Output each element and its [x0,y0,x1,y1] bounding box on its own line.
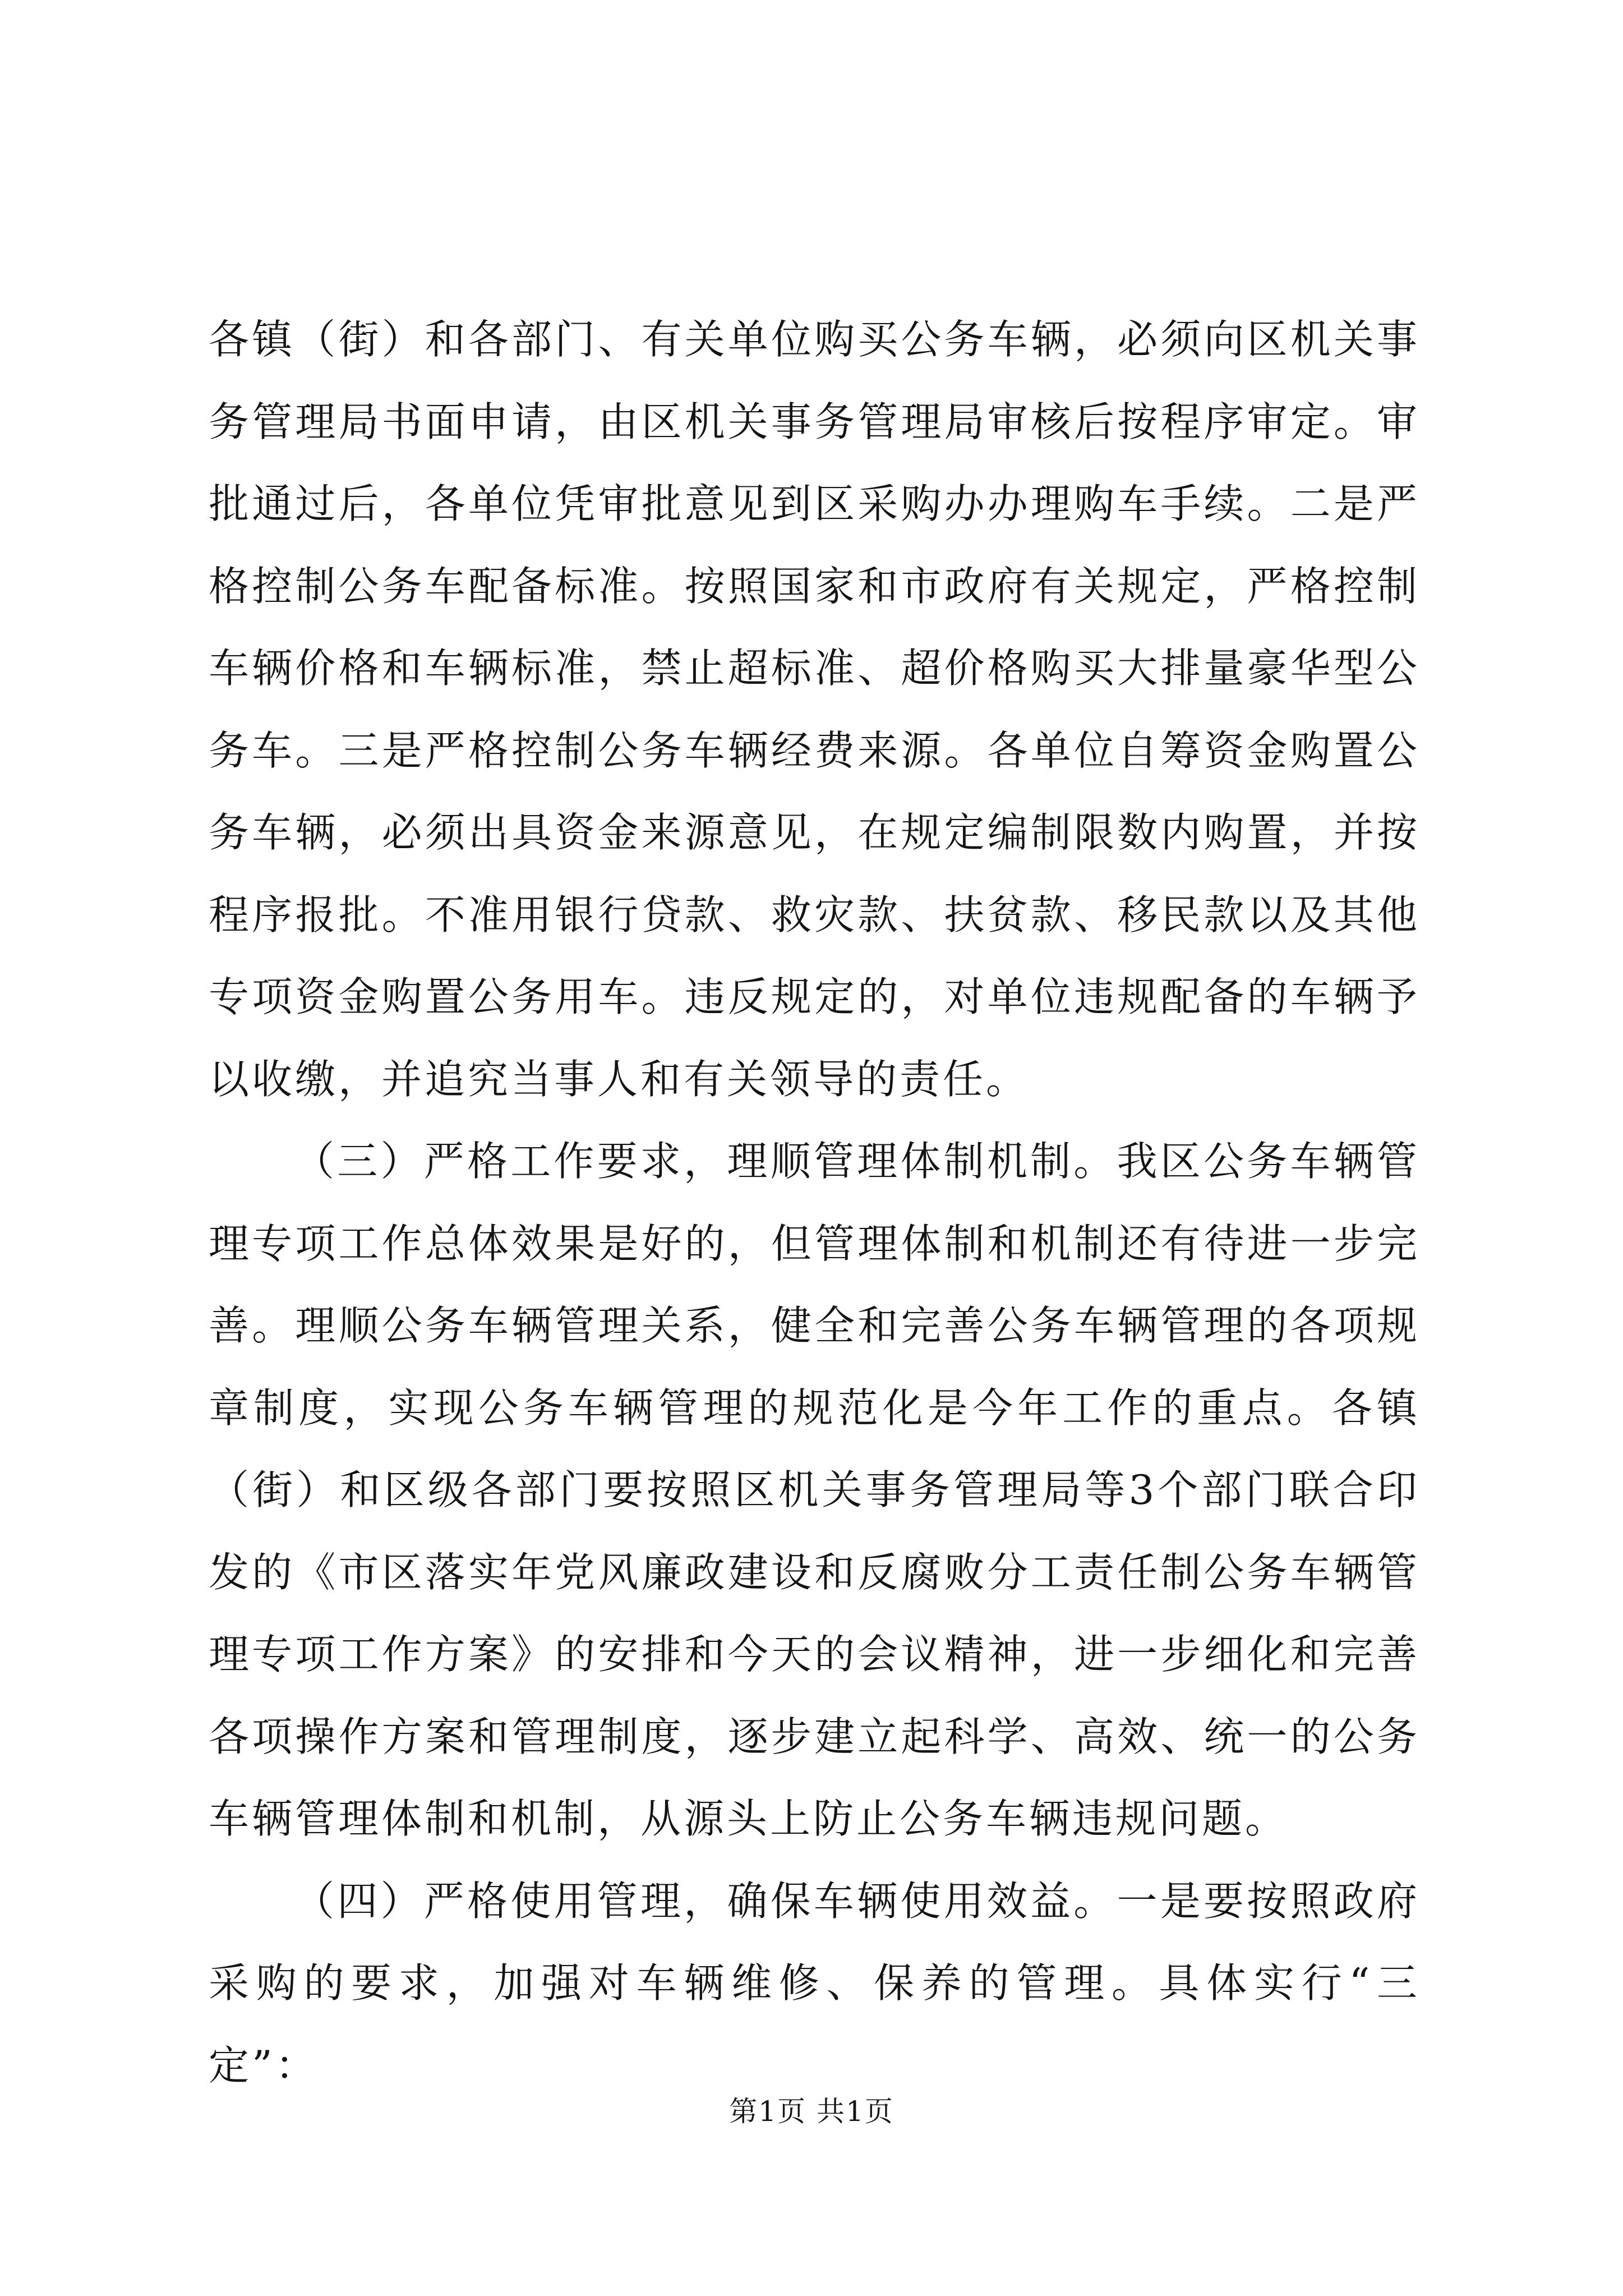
page-footer: 第1页 共1页 [729,2095,894,2128]
paragraph-section-three: （三）严格工作要求，理顺管理体制机制。我区公务车辆管理专项工作总体效果是好的，但管理体制和机制还有待进一步完善。理顺公务车辆管理关系，健全和完善公务车辆管理的各项规章制度，实现公务车辆管理的规范化是今年工作的重点。各镇（街）和区级各部门要按照区机关事务管理局等3个部门联合印发的《市区落实年党风廉政建设和反腐败分工责任制公务车辆管理专项工作方案》的安排和今天的会议精神，进一步细化和完善各项操作方案和管理制度，逐步建立起科学、高效、统一的公务车辆管理体制和机制，从源头上防止公务车辆违规问题。 [209,1138,1420,1842]
paragraph-section-four: （四）严格使用管理，确保车辆使用效益。一是要按照政府采购的要求，加强对车辆维修、保养的管理。具体实行“三定”： [209,1877,1420,2089]
paragraph-continuation: 各镇（街）和各部门、有关单位购买公务车辆，必须向区机关事务管理局书面申请，由区机关事务管理局审核后按程序审定。审批通过后，各单位凭审批意见到区采购办办理购车手续。二是严格控制公务车配备标准。按照国家和市政府有关规定，严格控制车辆价格和车辆标准，禁止超标准、超价格购买大排量豪华型公务车。三是严格控制公务车辆经费来源。各单位自筹资金购置公务车辆，必须出具资金来源意见，在规定编制限数内购置，并按程序报批。不准用银行贷款、救灾款、扶贫款、移民款以及其他专项资金购置公务用车。违反规定的，对单位违规配备的车辆予以收缴，并追究当事人和有关领导的责任。 [209,316,1420,1103]
document-body [209,298,1420,2106]
